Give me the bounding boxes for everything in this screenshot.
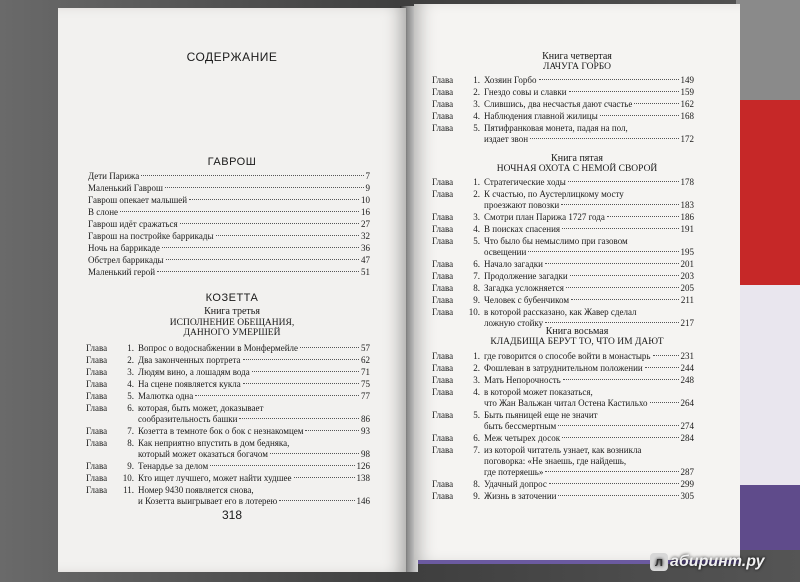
chapter-row: [86, 425, 370, 437]
toc-entry-text: В слоне: [88, 207, 119, 217]
chapter-page: 244: [680, 363, 694, 373]
chapter-label: Глава: [432, 445, 454, 455]
chapter-continuation: [484, 397, 694, 409]
toc-entry-page: 32: [361, 231, 370, 241]
book-edge-top: [736, 0, 800, 100]
chapter-label: Глава: [432, 99, 454, 109]
chapter-title: в которой может показаться,: [484, 387, 593, 397]
toc-leader: [162, 247, 359, 248]
toc-leader: [279, 500, 354, 501]
chapter-row: [432, 490, 694, 502]
chapter-number: 5.: [473, 410, 480, 420]
chapter-continuation: [484, 199, 694, 211]
chapter-number: 2.: [127, 355, 134, 365]
chapter-row: [86, 390, 370, 402]
toc-leader: [607, 216, 679, 217]
chapter-title: Меж четырех досок: [484, 433, 561, 443]
chapter-number: 1.: [473, 75, 480, 85]
chapter-page: 172: [680, 134, 694, 144]
chapter-title: которая, быть может, доказывает: [138, 403, 264, 413]
chapter-row: [432, 74, 694, 86]
chapter-label: Глава: [86, 343, 108, 353]
toc-entry: [88, 182, 370, 194]
chapter-row: [432, 362, 694, 374]
chapter-number: 10.: [122, 473, 134, 483]
chapter-page: 57: [361, 343, 370, 353]
chapter-number: 7.: [127, 426, 134, 436]
chapter-title-continued: проезжают повозки: [484, 200, 560, 210]
chapter-title: Удачный допрос: [484, 479, 547, 489]
chapter-page: 305: [680, 491, 694, 501]
book8-title: Книга восьмая: [545, 326, 609, 337]
chapter-label: Глава: [432, 387, 454, 397]
book-edge-purple: [736, 485, 800, 550]
chapter-label: Глава: [86, 379, 108, 389]
toc-leader: [545, 322, 678, 323]
chapter-title: Номер 9430 появляется снова,: [138, 485, 254, 495]
chapter-label: Глава: [86, 485, 108, 495]
toc-leader: [243, 359, 359, 360]
chapter-number: 8.: [473, 479, 480, 489]
chapter-label: Глава: [432, 75, 454, 85]
chapter-page: 138: [356, 473, 370, 483]
chapter-row: [432, 98, 694, 110]
toc-leader: [166, 259, 359, 260]
toc-leader: [294, 477, 355, 478]
chapter-number: 5.: [473, 123, 480, 133]
toc-leader: [558, 425, 678, 426]
chapter-number: 3.: [473, 212, 480, 222]
chapter-label: Глава: [432, 111, 454, 121]
toc-entry-page: 7: [365, 171, 370, 181]
chapter-number: 8.: [473, 283, 480, 293]
chapter-label: Глава: [432, 87, 454, 97]
chapter-page: 191: [680, 224, 694, 234]
chapter-page: 186: [680, 212, 694, 222]
chapter-title: Смотри план Парижа 1727 года: [484, 212, 605, 222]
toc-entry-page: 16: [361, 207, 370, 217]
toc-entry-page: 10: [361, 195, 370, 205]
chapter-title-continued: сообразительность башки: [138, 414, 238, 424]
chapter-number: 1.: [127, 343, 134, 353]
toc-leader: [300, 347, 359, 348]
toc-entry: [88, 206, 370, 218]
toc-leader: [563, 379, 679, 380]
chapter-label: Глава: [432, 295, 454, 305]
chapter-title: Начало загадки: [484, 259, 543, 269]
chapter-number: 3.: [127, 367, 134, 377]
toc-leader: [569, 91, 679, 92]
chapter-label: Глава: [432, 433, 454, 443]
chapter-number: 2.: [473, 363, 480, 373]
chapter-title-continued: где потеряешь»: [484, 467, 544, 477]
chapter-continuation: [484, 420, 694, 432]
chapter-row: [432, 478, 694, 490]
chapter-number: 1.: [473, 351, 480, 361]
chapter-title: Людям вино, а лошадям вода: [138, 367, 250, 377]
toc-leader: [650, 402, 679, 403]
toc-leader: [165, 187, 364, 188]
part-title-gavroche: ГАВРОШ: [207, 156, 257, 168]
chapter-page: 98: [361, 449, 370, 459]
chapter-page: 211: [680, 295, 694, 305]
chapter-title-continued: ложную стойку: [484, 318, 544, 328]
chapter-number: 9.: [473, 491, 480, 501]
chapter-row: [432, 110, 694, 122]
toc-entry: [88, 218, 370, 230]
chapter-title: К счастью, по Аустерлицкому мосту: [484, 189, 624, 199]
toc-leader: [270, 453, 359, 454]
chapter-row: [432, 211, 694, 223]
chapter-title: Два законченных портрета: [138, 355, 241, 365]
chapter-title: Как неприятно впустить в дом бедняка,: [138, 438, 290, 448]
chapter-number: 4.: [473, 224, 480, 234]
chapter-page: 178: [680, 177, 694, 187]
chapter-title: Слившись, два несчастья дают счастье: [484, 99, 633, 109]
toc-leader: [530, 138, 678, 139]
chapter-label: Глава: [432, 271, 454, 281]
chapter-row: [432, 374, 694, 386]
chapter-label: Глава: [86, 438, 108, 448]
toc-entry-page: 27: [361, 219, 370, 229]
toc-entry-page: 9: [365, 183, 370, 193]
chapter-page: 62: [361, 355, 370, 365]
chapter-number: 11.: [123, 485, 134, 495]
chapter-label: Глава: [432, 189, 454, 199]
chapter-title: Жизнь в заточении: [484, 491, 557, 501]
toc-leader: [528, 251, 678, 252]
chapter-title: Стратегические ходы: [484, 177, 566, 187]
book5-title: Книга пятая: [551, 153, 603, 164]
chapter-title: Наблюдения главной жилицы: [484, 111, 598, 121]
chapter-row: [86, 378, 370, 390]
chapter-number: 10.: [468, 307, 480, 317]
chapter-title: В поисках спасения: [484, 224, 561, 234]
toc-entry-text: Обстрел баррикады: [88, 255, 164, 265]
book4-title: Книга четвертая: [542, 51, 612, 62]
toc-leader: [562, 437, 678, 438]
toc-entry: [88, 230, 370, 242]
chapter-title: Гнездо совы и славки: [484, 87, 567, 97]
chapter-page: 274: [680, 421, 694, 431]
chapter-title: в которой рассказано, как Жавер сделал: [484, 307, 637, 317]
toc-leader: [571, 299, 679, 300]
chapter-label: Глава: [86, 367, 108, 377]
toc-leader: [252, 371, 359, 372]
chapter-title: Тенардье за делом: [138, 461, 209, 471]
chapter-title: где говорится о способе войти в монастырь: [484, 351, 651, 361]
chapter-page: 71: [361, 367, 370, 377]
chapter-title-continued: который может оказаться богачом: [138, 449, 268, 459]
toc-entry-page: 47: [361, 255, 370, 265]
chapter-title: Козетта в темноте бок о бок с незнакомцем: [138, 426, 304, 436]
chapter-row: [432, 270, 694, 282]
book-edge-white: [736, 285, 800, 485]
chapter-row: [432, 176, 694, 188]
chapter-page: 203: [680, 271, 694, 281]
toc-leader: [545, 263, 679, 264]
chapter-title: Мать Непорочность: [484, 375, 561, 385]
book8-subtitle: КЛАДБИЩА БЕРУТ ТО, ЧТО ИМ ДАЮТ: [490, 337, 664, 347]
toc-entry-text: Гаврош идёт сражаться: [88, 219, 178, 229]
chapter-page: 183: [680, 200, 694, 210]
chapter-title: Вопрос о водоснабжении в Монфермейле: [138, 343, 299, 353]
chapter-row: [432, 223, 694, 235]
chapter-number: 4.: [473, 387, 480, 397]
chapter-number: 2.: [473, 189, 480, 199]
chapter-continuation: [138, 413, 370, 425]
chapter-label: Глава: [432, 410, 454, 420]
toc-entry-text: Маленький Гаврош: [88, 183, 163, 193]
toc-leader: [568, 181, 679, 182]
toc-entry: [88, 242, 370, 254]
book-edge-red: [736, 100, 800, 285]
toc-leader: [195, 395, 359, 396]
chapter-number: 8.: [127, 438, 134, 448]
chapter-title: Что было бы немыслимо при газовом: [484, 236, 628, 246]
chapter-continuation: [484, 133, 694, 145]
toc-entry-page: 36: [361, 243, 370, 253]
chapter-title: На сцене появляется кукла: [138, 379, 241, 389]
labirint-logo-icon: л: [650, 553, 668, 571]
toc-leader: [539, 79, 679, 80]
chapter-continuation: [484, 246, 694, 258]
toc-leader: [600, 115, 679, 116]
contents-title: СОДЕРЖАНИЕ: [186, 50, 278, 64]
chapter-label: Глава: [432, 259, 454, 269]
toc-leader: [566, 287, 679, 288]
toc-entry-text: Гаврош на постройке баррикады: [88, 231, 214, 241]
book3-subtitle-2: ДАННОГО УМЕРШЕЙ: [183, 328, 281, 338]
chapter-continuation: [484, 466, 694, 478]
toc-leader: [545, 471, 678, 472]
chapter-page: 299: [680, 479, 694, 489]
chapter-number: 7.: [473, 271, 480, 281]
chapter-row: [432, 258, 694, 270]
toc-leader: [549, 483, 679, 484]
chapter-label: Глава: [432, 307, 454, 317]
toc-leader: [562, 228, 678, 229]
chapter-number: 4.: [127, 379, 134, 389]
chapter-page: 168: [680, 111, 694, 121]
toc-leader: [561, 204, 678, 205]
chapter-label: Глава: [86, 403, 108, 413]
chapter-page: 284: [680, 433, 694, 443]
toc-leader: [239, 418, 359, 419]
chapter-title-continued: издает звон: [484, 134, 529, 144]
chapter-page: 149: [680, 75, 694, 85]
chapter-label: Глава: [432, 283, 454, 293]
chapter-title: Кто ищет лучшего, может найти худшее: [138, 473, 292, 483]
chapter-title: Малютка одна: [138, 391, 194, 401]
toc-leader: [653, 355, 679, 356]
chapter-number: 5.: [127, 391, 134, 401]
chapter-page: 195: [680, 247, 694, 257]
chapter-row: [86, 460, 370, 472]
chapter-row: [432, 294, 694, 306]
chapter-number: 3.: [473, 375, 480, 385]
toc-leader: [157, 271, 359, 272]
toc-leader: [216, 235, 360, 236]
chapter-page: 287: [680, 467, 694, 477]
chapter-page: 217: [680, 318, 694, 328]
chapter-row: [432, 350, 694, 362]
book3-title: Книга третья: [204, 306, 260, 317]
toc-entry-text: Дети Парижа: [88, 171, 140, 181]
chapter-number: 9.: [473, 295, 480, 305]
chapter-label: Глава: [432, 363, 454, 373]
toc-entry: [88, 170, 370, 182]
toc-entry-page: 51: [361, 267, 370, 277]
labirint-watermark: [650, 548, 796, 576]
chapter-title-continued: быть бессмертным: [484, 421, 557, 431]
book5-subtitle: НОЧНАЯ ОХОТА С НЕМОЙ СВОРОЙ: [496, 164, 658, 174]
toc-leader: [570, 275, 679, 276]
chapter-label: Глава: [86, 355, 108, 365]
chapter-number: 6.: [127, 403, 134, 413]
chapter-row: [432, 86, 694, 98]
chapter-label: Глава: [432, 123, 454, 133]
chapter-continuation: [138, 495, 370, 507]
chapter-label: Глава: [432, 479, 454, 489]
book4-subtitle: ЛАЧУГА ГОРБО: [542, 62, 612, 72]
toc-leader: [558, 495, 678, 496]
chapter-row: [86, 342, 370, 354]
chapter-label: Глава: [432, 212, 454, 222]
chapter-page: 75: [361, 379, 370, 389]
chapter-title: из которой читатель узнает, как возникла: [484, 445, 642, 455]
chapter-continuation: [138, 448, 370, 460]
chapter-title-continued: и Козетта выигрывает его в лотерею: [138, 496, 278, 506]
chapter-label: Глава: [432, 375, 454, 385]
chapter-row: [86, 366, 370, 378]
chapter-row: [432, 282, 694, 294]
chapter-label: Глава: [432, 236, 454, 246]
chapter-page: 86: [361, 414, 370, 424]
chapter-page: 93: [361, 426, 370, 436]
book3-subtitle-1: ИСПОЛНЕНИЕ ОБЕЩАНИЯ,: [169, 318, 295, 328]
labirint-watermark-text: абиринт.ру: [670, 553, 765, 570]
chapter-number: 3.: [473, 99, 480, 109]
chapter-row: [86, 472, 370, 484]
chapter-title: Продолжение загадки: [484, 271, 568, 281]
toc-leader: [189, 199, 359, 200]
toc-entry: [88, 266, 370, 278]
chapter-title-continued: поговорка: «Не знаешь, где найдешь,: [484, 456, 627, 466]
chapter-title: Быть пьяницей еще не значит: [484, 410, 598, 420]
chapter-title-continued: освещении: [484, 247, 527, 257]
chapter-label: Глава: [86, 426, 108, 436]
toc-leader: [634, 103, 678, 104]
toc-leader: [645, 367, 679, 368]
part-title-cosette: КОЗЕТТА: [205, 292, 259, 304]
chapter-page: 248: [680, 375, 694, 385]
chapter-number: 9.: [127, 461, 134, 471]
chapter-label: Глава: [432, 177, 454, 187]
toc-leader: [141, 175, 363, 176]
toc-leader: [120, 211, 359, 212]
chapter-row: [432, 432, 694, 444]
chapter-page: 264: [680, 398, 694, 408]
chapter-number: 6.: [473, 259, 480, 269]
chapter-page: 159: [680, 87, 694, 97]
chapter-label: Глава: [86, 461, 108, 471]
chapter-label: Глава: [432, 224, 454, 234]
toc-entry: [88, 194, 370, 206]
chapter-title-continued: что Жан Вальжан читал Остена Кастильхо: [484, 398, 648, 408]
chapter-row: [86, 354, 370, 366]
chapter-page: 201: [680, 259, 694, 269]
chapter-number: 4.: [473, 111, 480, 121]
chapter-number: 7.: [473, 445, 480, 455]
page-number-left: 318: [221, 508, 243, 522]
chapter-number: 5.: [473, 236, 480, 246]
toc-entry-text: Гаврош опекает малышей: [88, 195, 188, 205]
chapter-number: 6.: [473, 433, 480, 443]
chapter-label: Глава: [86, 473, 108, 483]
chapter-number: 1.: [473, 177, 480, 187]
chapter-page: 126: [356, 461, 370, 471]
chapter-page: 205: [680, 283, 694, 293]
chapter-page: 146: [356, 496, 370, 506]
chapter-title: Хозяин Горбо: [484, 75, 537, 85]
toc-entry: [88, 254, 370, 266]
chapter-number: 2.: [473, 87, 480, 97]
chapter-page: 162: [680, 99, 694, 109]
toc-entry-text: Ночь на баррикаде: [88, 243, 160, 253]
toc-leader: [180, 223, 359, 224]
chapter-title: Фошлеван в затруднительном положении: [484, 363, 643, 373]
chapter-label: Глава: [86, 391, 108, 401]
toc-entry-text: Маленький герой: [88, 267, 156, 277]
chapter-title: Пятифранковая монета, падая на пол,: [484, 123, 628, 133]
chapter-title: Загадка усложняется: [484, 283, 564, 293]
chapter-title: Человек с бубенчиком: [484, 295, 570, 305]
chapter-page: 231: [680, 351, 694, 361]
toc-leader: [305, 430, 359, 431]
chapter-page: 77: [361, 391, 370, 401]
toc-leader: [210, 465, 354, 466]
chapter-label: Глава: [432, 491, 454, 501]
toc-leader: [243, 383, 359, 384]
chapter-label: Глава: [432, 351, 454, 361]
